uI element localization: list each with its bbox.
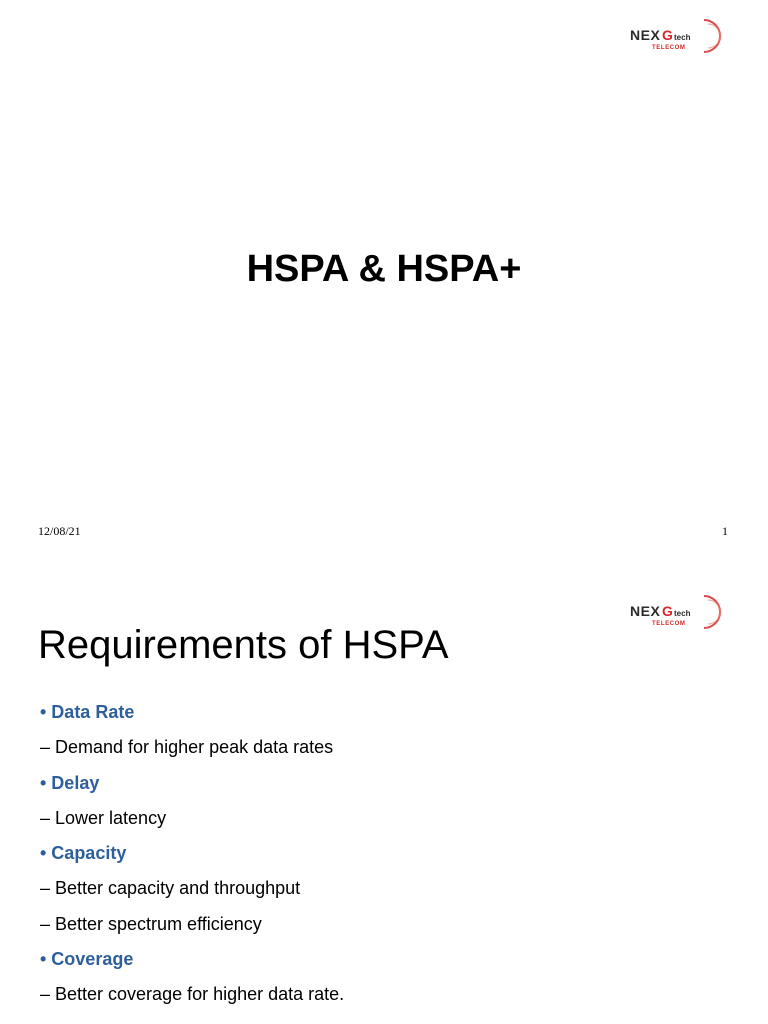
page-number: 1: [722, 524, 728, 538]
list-item: – Better coverage for higher data rate.: [40, 984, 345, 1005]
svg-text:NEX: NEX: [630, 27, 661, 43]
list-item: – Better spectrum efficiency: [40, 913, 262, 934]
requirements-slide: [0, 576, 768, 1024]
requirements-list: [40, 697, 344, 1015]
svg-text:tech: tech: [674, 609, 691, 618]
svg-text:tech: tech: [674, 33, 691, 42]
list-item: • Capacity: [40, 843, 127, 864]
list-item: • Data Rate: [40, 702, 135, 722]
nexgtech-telecom-logo: [626, 592, 730, 632]
logo-graphic: [626, 16, 730, 56]
list-item: – Lower latency: [40, 807, 167, 828]
list-item: • Delay: [40, 772, 100, 793]
svg-text:G: G: [662, 27, 673, 43]
svg-text:TELECOM: TELECOM: [652, 621, 686, 627]
svg-text:G: G: [662, 603, 673, 619]
list-item: • Coverage: [40, 949, 134, 970]
svg-text:NEX: NEX: [630, 603, 661, 619]
slide-title: HSPA & HSPA+: [246, 248, 522, 290]
nexgtech-telecom-logo: [626, 16, 730, 56]
slide-heading: Requirements of HSPA: [38, 623, 449, 667]
list-item: – Better capacity and throughput: [40, 878, 301, 899]
list-item: – Demand for higher peak data rates: [40, 737, 334, 758]
logo-graphic: [626, 592, 730, 632]
svg-text:TELECOM: TELECOM: [652, 45, 686, 51]
slide-date: 12/08/21: [38, 524, 81, 538]
